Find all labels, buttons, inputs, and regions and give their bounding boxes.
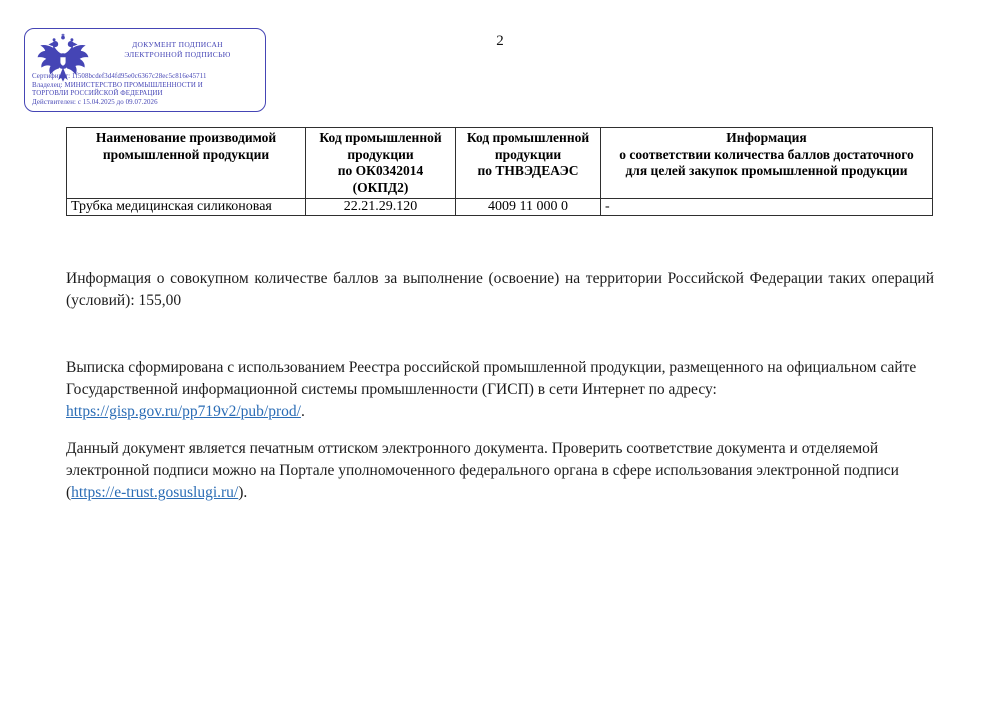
- table-header-row: [67, 128, 933, 199]
- gisp-link[interactable]: https://gisp.gov.ru/pp719v2/pub/prod/: [66, 403, 301, 420]
- print-notice-closing: ).: [238, 484, 248, 501]
- e-trust-link[interactable]: https://e-trust.gosuslugi.ru/: [71, 484, 239, 501]
- extract-source-period: .: [300, 403, 305, 420]
- certificate-line: Сертификат: 1f508bcdef3d4fd95e0c6367c28ec5c816e45711: [32, 73, 207, 80]
- stamp-title-line: ДОКУМЕНТ ПОДПИСАН: [132, 40, 223, 49]
- print-notice-text: Данный документ является печатным оттиском электронного документа. Проверить соответствие документа и отделяемой электронной подписи можно на Портале уполномоченного федерального органа в сфере использования электронной подписи (: [66, 440, 899, 501]
- owner-line: ТОРГОВЛИ РОССИЙСКОЙ ФЕДЕРАЦИИ: [32, 90, 163, 98]
- page-number: 2: [496, 33, 504, 49]
- cell-points-info: -: [601, 199, 933, 216]
- extract-source-text: Выписка сформирована с использованием Реестра российской промышленной продукции, размещенного на официальном сайте Государственной информационной системы промышленности (ГИСП) в сети Интернет по адресу:: [66, 359, 917, 398]
- col-header-okpd2-code: Код промышленной продукции по ОК0342014 (ОКПД2): [306, 128, 456, 199]
- products-table: [66, 127, 933, 216]
- paragraph-total-score: [66, 268, 934, 312]
- cell-product-name: Трубка медицинская силиконовая: [67, 199, 306, 216]
- col-header-product-name: Наименование производимой промышленной продукции: [67, 128, 306, 199]
- paragraph-extract-source: [66, 357, 934, 423]
- owner-line: Владелец: МИНИСТЕРСТВО ПРОМЫШЛЕННОСТИ И: [32, 81, 203, 89]
- col-header-points-info: Информация о соответствии количества баллов достаточного для целей закупок промышленной продукции: [601, 128, 933, 199]
- stamp-info: [32, 73, 261, 107]
- cell-okpd2-code: 22.21.29.120: [306, 199, 456, 216]
- validity-line: Действителен: с 15.04.2025 до 09.07.2026: [32, 98, 158, 106]
- cell-tnved-code: 4009 11 000 0: [456, 199, 601, 216]
- table-data-row: [67, 199, 933, 216]
- col-header-tnved-code: Код промышленной продукции по ТНВЭДЕАЭС: [456, 128, 601, 199]
- total-score-value: 155,00: [138, 292, 182, 309]
- total-score-text: Информация о совокупном количестве баллов за выполнение (освоение) на территории Российской Федерации таких операций (условий):: [66, 270, 934, 309]
- stamp-title-line: ЭЛЕКТРОННОЙ ПОДПИСЬЮ: [124, 49, 231, 59]
- paragraph-print-notice: [66, 438, 934, 504]
